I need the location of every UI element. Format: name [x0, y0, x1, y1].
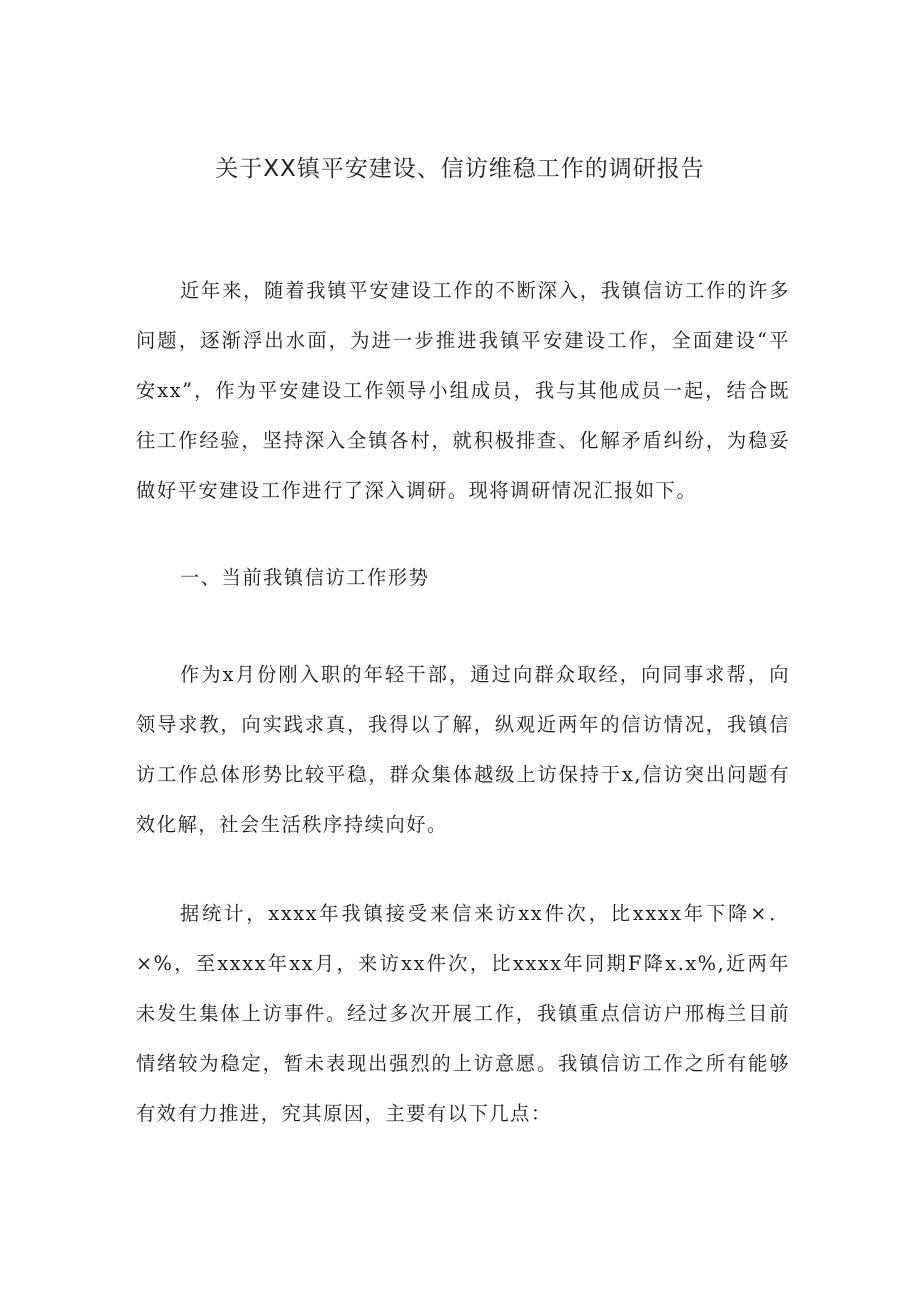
section-heading: 一、当前我镇信访工作形势 — [180, 566, 430, 589]
body-paragraph: 作为x月份刚入职的年轻干部，通过向群众取经，向同事求帮，向领导求教，向实践求真，我得以了解，纵观近两年的信访情况，我镇信访工作总体形势比较平稳，群众集体越级上访保持于x,信访突出问题有效化解，社会生活秩序持续向好。 — [136, 663, 790, 836]
document-title: 关于XX镇平安建设、信访维稳工作的调研报告 — [215, 156, 705, 182]
body-paragraph: 据统计，xxxx年我镇接受来信来访xx件次，比xxxx年下降×．×%，至xxxx年xx月，来访xx件次，比xxxx年同期F降x.x%,近两年未发生集体上访事件。经过多次开展工作，我镇重点信访户邢梅兰目前情绪较为稳定，暂未表现出强烈的上访意愿。我镇信访工作之所有能够有效有力推进，究其原因，主要有以下几点： — [136, 902, 790, 1125]
intro-paragraph: 近年来，随着我镇平安建设工作的不断深入，我镇信访工作的许多问题，逐渐浮出水面，为进一步推进我镇平安建设工作，全面建设“平安xx”，作为平安建设工作领导小组成员，我与其他成员一起，结合既往工作经验，坚持深入全镇各村，就积极排查、化解矛盾纠纷，为稳妥做好平安建设工作进行了深入调研。现将调研情况汇报如下。 — [136, 279, 790, 502]
